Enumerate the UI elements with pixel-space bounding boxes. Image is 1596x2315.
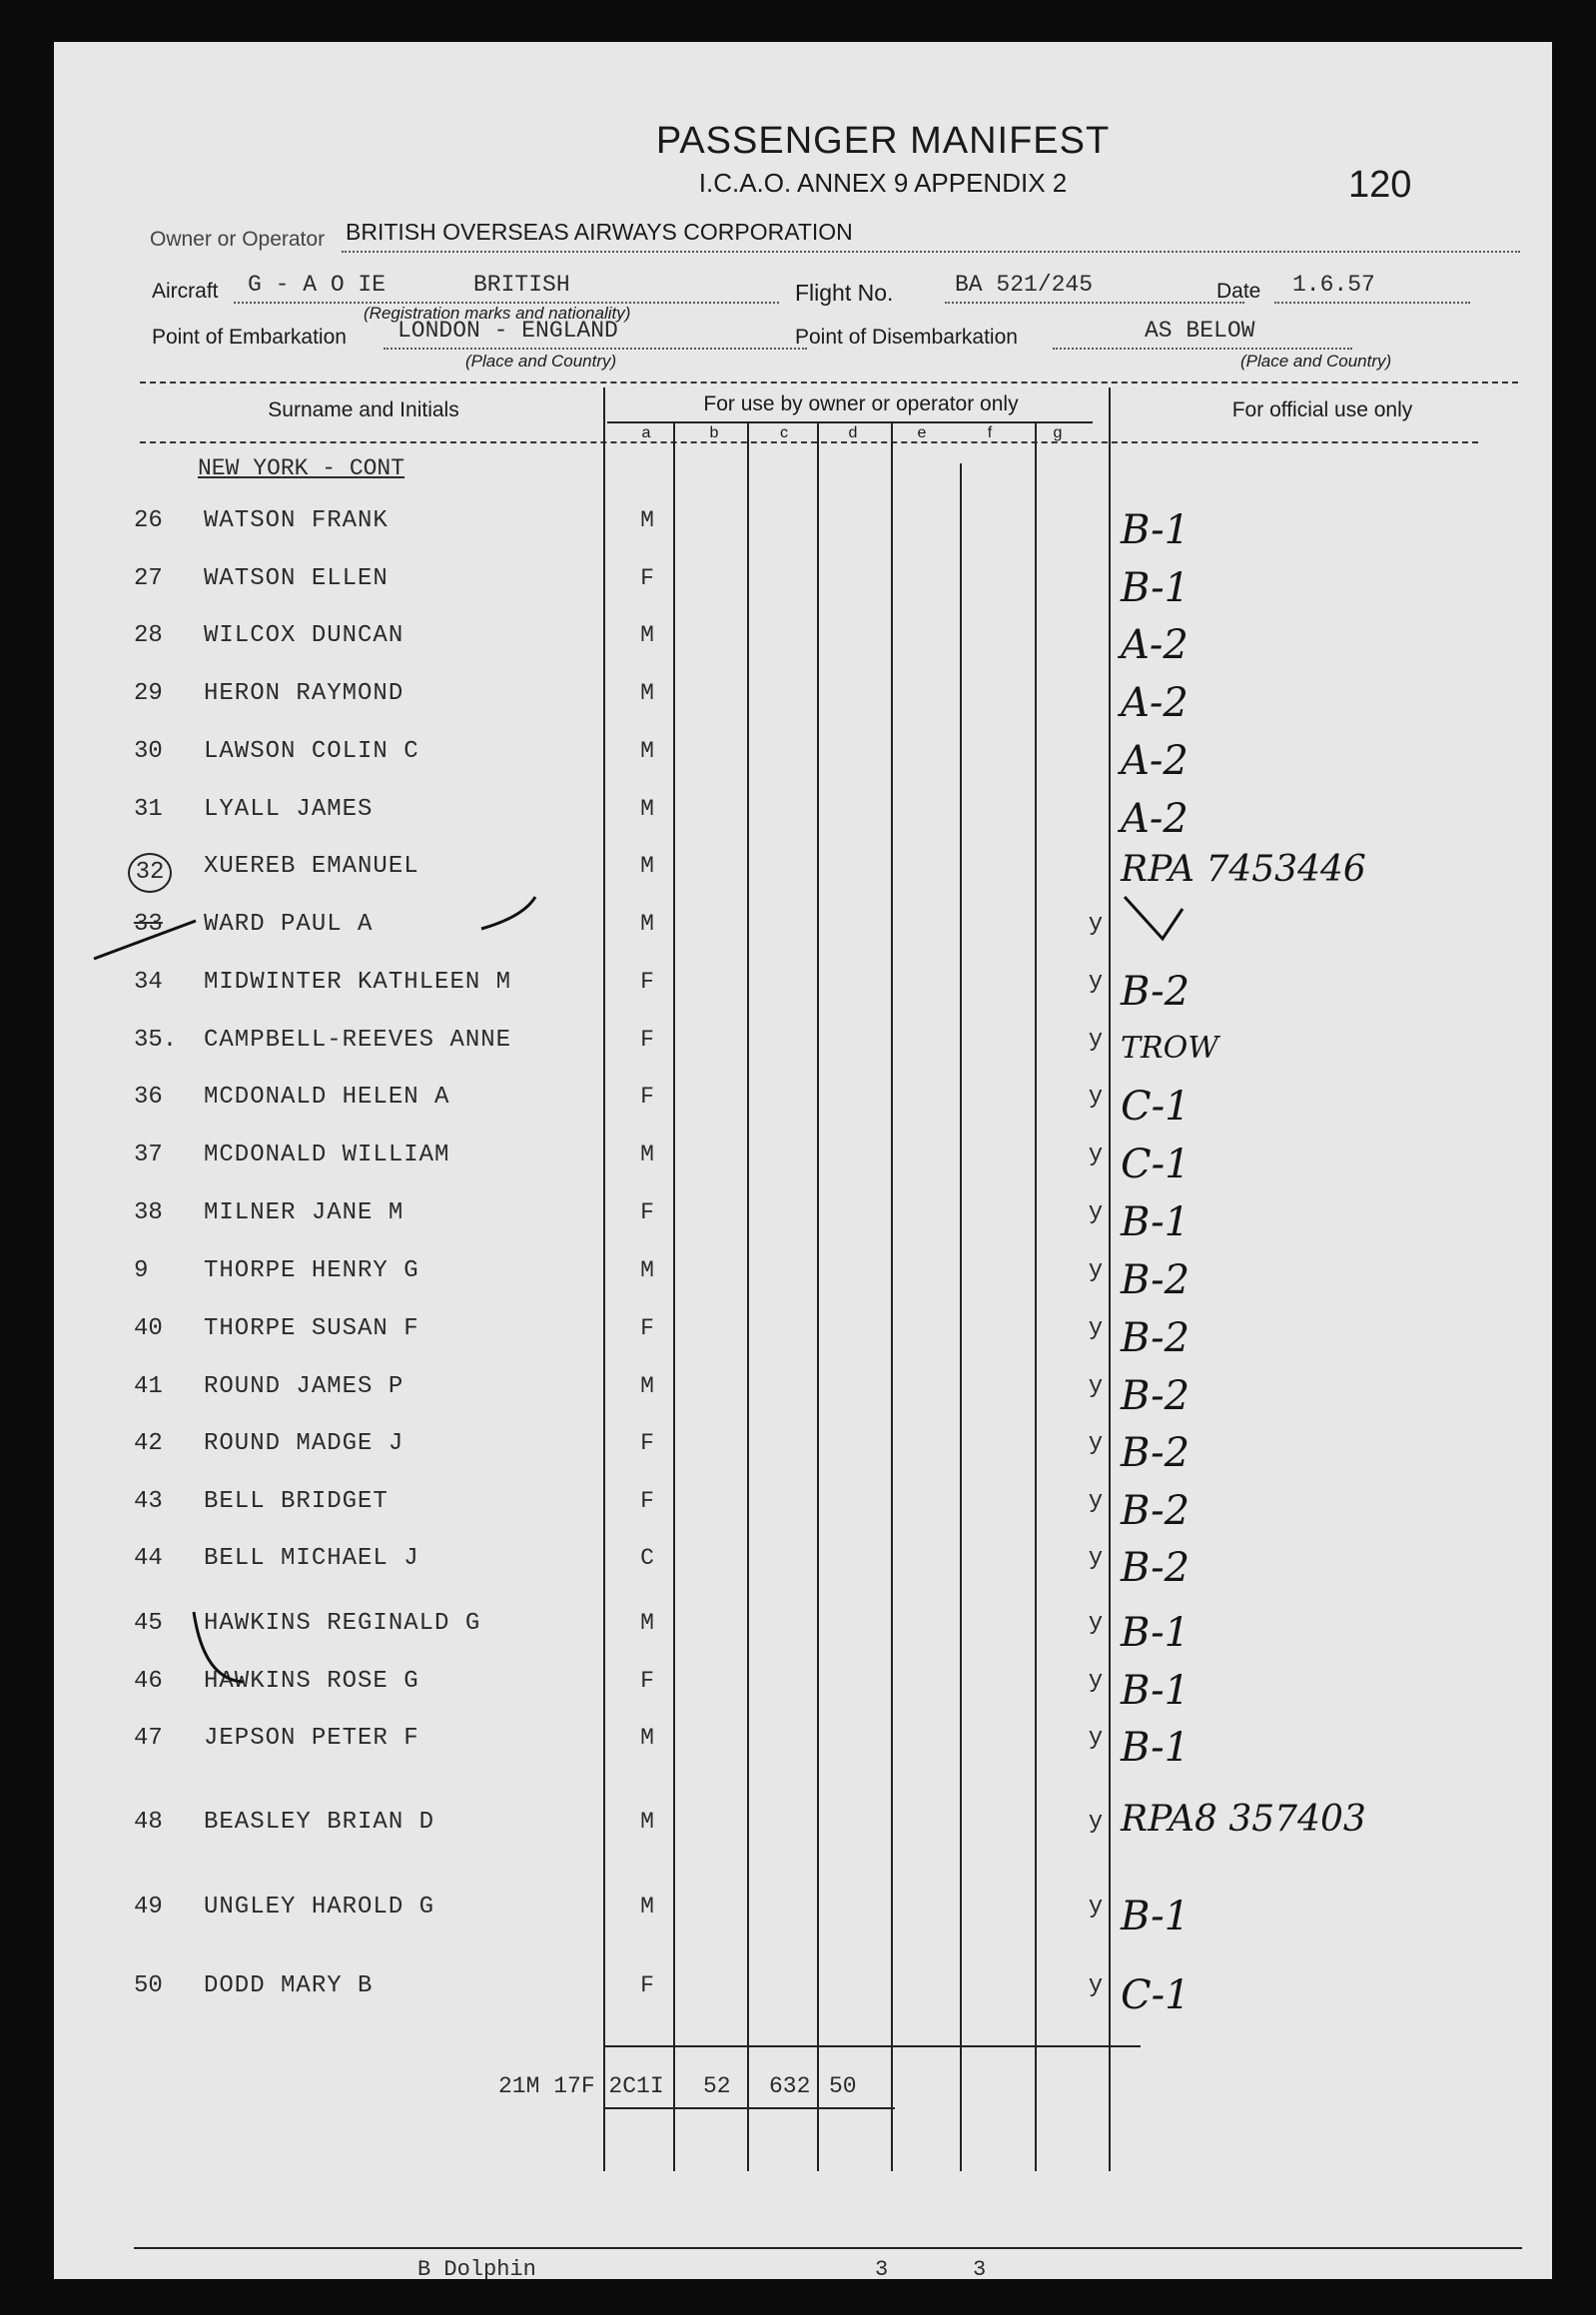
passenger-sex: F xyxy=(640,1084,654,1110)
subcol-a: a xyxy=(641,424,651,441)
passenger-name: MCDONALD HELEN A xyxy=(204,1084,450,1111)
aircraft-nationality: BRITISH xyxy=(473,272,570,298)
footer-rule xyxy=(134,2247,1522,2249)
passenger-name: THORPE HENRY G xyxy=(204,1257,419,1284)
page-number: 120 xyxy=(1348,164,1412,206)
passenger-sex: M xyxy=(640,1809,654,1835)
col-g-mark: y xyxy=(1088,1373,1104,1400)
owner-value: BRITISH OVERSEAS AIRWAYS CORPORATION xyxy=(346,219,853,245)
totals-bottom-rule xyxy=(605,2107,895,2109)
totals-col-d: 50 xyxy=(829,2073,857,2099)
row-number: 42 xyxy=(134,1430,163,1457)
row-number: 33 xyxy=(134,911,163,938)
embark-label: Point of Embarkation xyxy=(152,326,347,349)
passenger-sex: M xyxy=(640,1373,654,1399)
passenger-sex: M xyxy=(640,1894,654,1920)
subcol-d: d xyxy=(848,424,858,441)
passenger-sex: M xyxy=(640,911,654,937)
aircraft-value: G - A O IE xyxy=(248,272,387,298)
subcol-b: b xyxy=(709,424,719,441)
embark-note: (Place and Country) xyxy=(465,352,617,371)
official-mark: B-1 xyxy=(1121,1668,1191,1714)
row-number: 35. xyxy=(134,1027,178,1054)
row-number: 45 xyxy=(134,1610,163,1637)
official-mark: B-2 xyxy=(1121,1373,1191,1419)
col-g-mark: y xyxy=(1088,1315,1104,1342)
col-official-header: For official use only xyxy=(1231,398,1413,421)
tick-row-33 xyxy=(481,897,535,929)
passenger-name: UNGLEY HAROLD G xyxy=(204,1894,435,1921)
row-number: 41 xyxy=(134,1373,163,1400)
strike-row-33 xyxy=(94,921,196,959)
row-number: 44 xyxy=(134,1545,163,1572)
passenger-sex: F xyxy=(640,1315,654,1341)
passenger-name: WATSON FRANK xyxy=(204,507,389,534)
official-mark: TROW xyxy=(1121,1031,1219,1066)
col-g-mark: y xyxy=(1088,969,1104,996)
bracket-row-45 xyxy=(194,1612,244,1682)
official-mark: RPA8 357403 xyxy=(1121,1799,1366,1840)
col-g-mark: y xyxy=(1088,1894,1104,1921)
row-number: 37 xyxy=(134,1142,163,1168)
passenger-sex: M xyxy=(640,738,654,764)
passenger-sex: F xyxy=(640,1488,654,1514)
passenger-sex: M xyxy=(640,1142,654,1167)
page-subtitle: I.C.A.O. ANNEX 9 APPENDIX 2 xyxy=(698,168,1068,198)
row-number: 29 xyxy=(134,680,163,707)
totals-col-b: 52 xyxy=(703,2073,731,2099)
official-mark: B-1 xyxy=(1121,1199,1191,1245)
official-mark: A-2 xyxy=(1121,622,1189,668)
handwritten-strike-marks xyxy=(54,42,1552,2279)
col-owner-header: For use by owner or operator only xyxy=(703,392,1019,415)
passenger-sex: M xyxy=(640,622,654,648)
row-number: 40 xyxy=(134,1315,163,1342)
passenger-sex: F xyxy=(640,969,654,995)
passenger-name: BELL MICHAEL J xyxy=(204,1545,419,1572)
col-g-mark: y xyxy=(1088,1725,1104,1752)
passenger-sex: F xyxy=(640,1430,654,1456)
passenger-name: WATSON ELLEN xyxy=(204,565,389,592)
manifest-page xyxy=(54,42,1552,2279)
official-mark: B-1 xyxy=(1121,1725,1191,1771)
col-g-mark: y xyxy=(1088,1084,1104,1111)
row-number: 27 xyxy=(134,565,163,592)
footer-partial-name: B Dolphin xyxy=(417,2257,536,2279)
passenger-sex: F xyxy=(640,1027,654,1053)
passenger-name: WARD PAUL A xyxy=(204,911,374,938)
passenger-sex: M xyxy=(640,1257,654,1283)
official-mark: C-1 xyxy=(1121,1972,1191,2018)
col-g-mark: y xyxy=(1088,911,1104,938)
row-number: 43 xyxy=(134,1488,163,1515)
col-g-mark: y xyxy=(1088,1488,1104,1515)
disembark-note: (Place and Country) xyxy=(1240,352,1392,371)
official-mark: B-1 xyxy=(1121,1610,1191,1656)
passenger-name: MIDWINTER KATHLEEN M xyxy=(204,969,512,996)
official-mark: A-2 xyxy=(1121,738,1189,784)
row-number: 30 xyxy=(134,738,163,765)
col-g-mark: y xyxy=(1088,1257,1104,1284)
col-g-mark: y xyxy=(1088,1142,1104,1168)
row-number: 26 xyxy=(134,507,163,534)
col-g-mark: y xyxy=(1088,1545,1104,1572)
col-g-mark: y xyxy=(1088,1610,1104,1637)
passenger-sex: F xyxy=(640,1668,654,1694)
passenger-sex: M xyxy=(640,1610,654,1636)
passenger-name: HERON RAYMOND xyxy=(204,680,404,707)
col-g-mark: y xyxy=(1088,1430,1104,1457)
official-mark: B-2 xyxy=(1121,1257,1191,1303)
owner-label: Owner or Operator xyxy=(150,228,326,251)
official-mark: B-2 xyxy=(1121,1488,1191,1534)
aircraft-label: Aircraft xyxy=(152,280,219,303)
col-g-mark: y xyxy=(1088,1972,1104,1999)
footer-partial-num-1: 3 xyxy=(875,2257,889,2279)
passenger-sex: C xyxy=(640,1545,654,1571)
official-mark: B-2 xyxy=(1121,969,1191,1015)
row-number: 47 xyxy=(134,1725,163,1752)
official-mark: B-2 xyxy=(1121,1430,1191,1476)
passenger-sex: F xyxy=(640,1199,654,1225)
passenger-name: THORPE SUSAN F xyxy=(204,1315,419,1342)
row-number: 31 xyxy=(134,796,163,823)
official-mark: C-1 xyxy=(1121,1142,1191,1187)
passenger-sex: M xyxy=(640,853,654,879)
passenger-sex: M xyxy=(640,1725,654,1751)
official-mark: B-1 xyxy=(1121,565,1191,611)
page-title: PASSENGER MANIFEST xyxy=(655,120,1111,162)
passenger-sex: M xyxy=(640,680,654,706)
col-g-mark: y xyxy=(1088,1199,1104,1226)
totals-top-rule xyxy=(605,2045,1141,2047)
subcol-g: g xyxy=(1053,424,1063,441)
passenger-sex: M xyxy=(640,796,654,822)
passenger-name: MCDONALD WILLIAM xyxy=(204,1142,450,1168)
passenger-name: ROUND JAMES P xyxy=(204,1373,404,1400)
official-mark: A-2 xyxy=(1121,680,1189,726)
date-label: Date xyxy=(1216,280,1261,303)
passenger-name: DODD MARY B xyxy=(204,1972,374,1999)
row-number: 49 xyxy=(134,1894,163,1921)
passenger-sex: M xyxy=(640,507,654,533)
disembark-value: AS BELOW xyxy=(1145,318,1255,344)
subcol-f: f xyxy=(987,424,993,441)
official-mark: RPA 7453446 xyxy=(1121,849,1366,890)
subcol-e: e xyxy=(917,424,927,441)
row-number: 9 xyxy=(134,1257,149,1284)
official-mark: B-1 xyxy=(1121,507,1191,553)
totals-col-c: 632 xyxy=(769,2073,811,2099)
footer-partial-num-2: 3 xyxy=(973,2257,987,2279)
passenger-name: HAWKINS ROSE G xyxy=(204,1668,419,1695)
aircraft-note: (Registration marks and nationality) xyxy=(364,304,631,323)
flight-label: Flight No. xyxy=(795,280,894,306)
row-number: 46 xyxy=(134,1668,163,1695)
passenger-name: HAWKINS REGINALD G xyxy=(204,1610,481,1637)
passenger-name: CAMPBELL-REEVES ANNE xyxy=(204,1027,512,1054)
row-number: 32 xyxy=(128,853,172,893)
passenger-name: JEPSON PETER F xyxy=(204,1725,419,1752)
col-g-mark: y xyxy=(1088,1809,1104,1836)
passenger-sex: F xyxy=(640,565,654,591)
col-surname-header: Surname and Initials xyxy=(268,398,459,421)
row-number: 36 xyxy=(134,1084,163,1111)
passenger-name: LYALL JAMES xyxy=(204,796,374,823)
official-mark: C-1 xyxy=(1121,1084,1191,1130)
official-mark: B-2 xyxy=(1121,1315,1191,1361)
row-number: 38 xyxy=(134,1199,163,1226)
totals-passengers: 21M 17F 2C1I xyxy=(498,2073,664,2099)
col-g-mark: y xyxy=(1088,1668,1104,1695)
passenger-name: MILNER JANE M xyxy=(204,1199,404,1226)
col-g-mark: y xyxy=(1088,1027,1104,1054)
section-label: NEW YORK - CONT xyxy=(198,455,405,481)
flight-value: BA 521/245 xyxy=(955,272,1094,298)
official-mark: B-1 xyxy=(1121,1894,1191,1939)
passenger-name: WILCOX DUNCAN xyxy=(204,622,404,649)
passenger-name: ROUND MADGE J xyxy=(204,1430,404,1457)
embark-value: LONDON - ENGLAND xyxy=(398,318,618,344)
row-number: 34 xyxy=(134,969,163,996)
passenger-name: XUEREB EMANUEL xyxy=(204,853,419,880)
arrow-row-33 xyxy=(1125,897,1183,939)
passenger-sex: F xyxy=(640,1972,654,1998)
row-number: 50 xyxy=(134,1972,163,1999)
subcol-c: c xyxy=(780,424,788,441)
disembark-label: Point of Disembarkation xyxy=(795,326,1018,349)
official-mark: B-2 xyxy=(1121,1545,1191,1591)
official-mark: A-2 xyxy=(1121,796,1189,842)
passenger-name: BELL BRIDGET xyxy=(204,1488,389,1515)
passenger-name: BEASLEY BRIAN D xyxy=(204,1809,435,1836)
row-number: 28 xyxy=(134,622,163,649)
passenger-name: LAWSON COLIN C xyxy=(204,738,419,765)
date-value: 1.6.57 xyxy=(1292,272,1375,298)
row-number: 48 xyxy=(134,1809,163,1836)
